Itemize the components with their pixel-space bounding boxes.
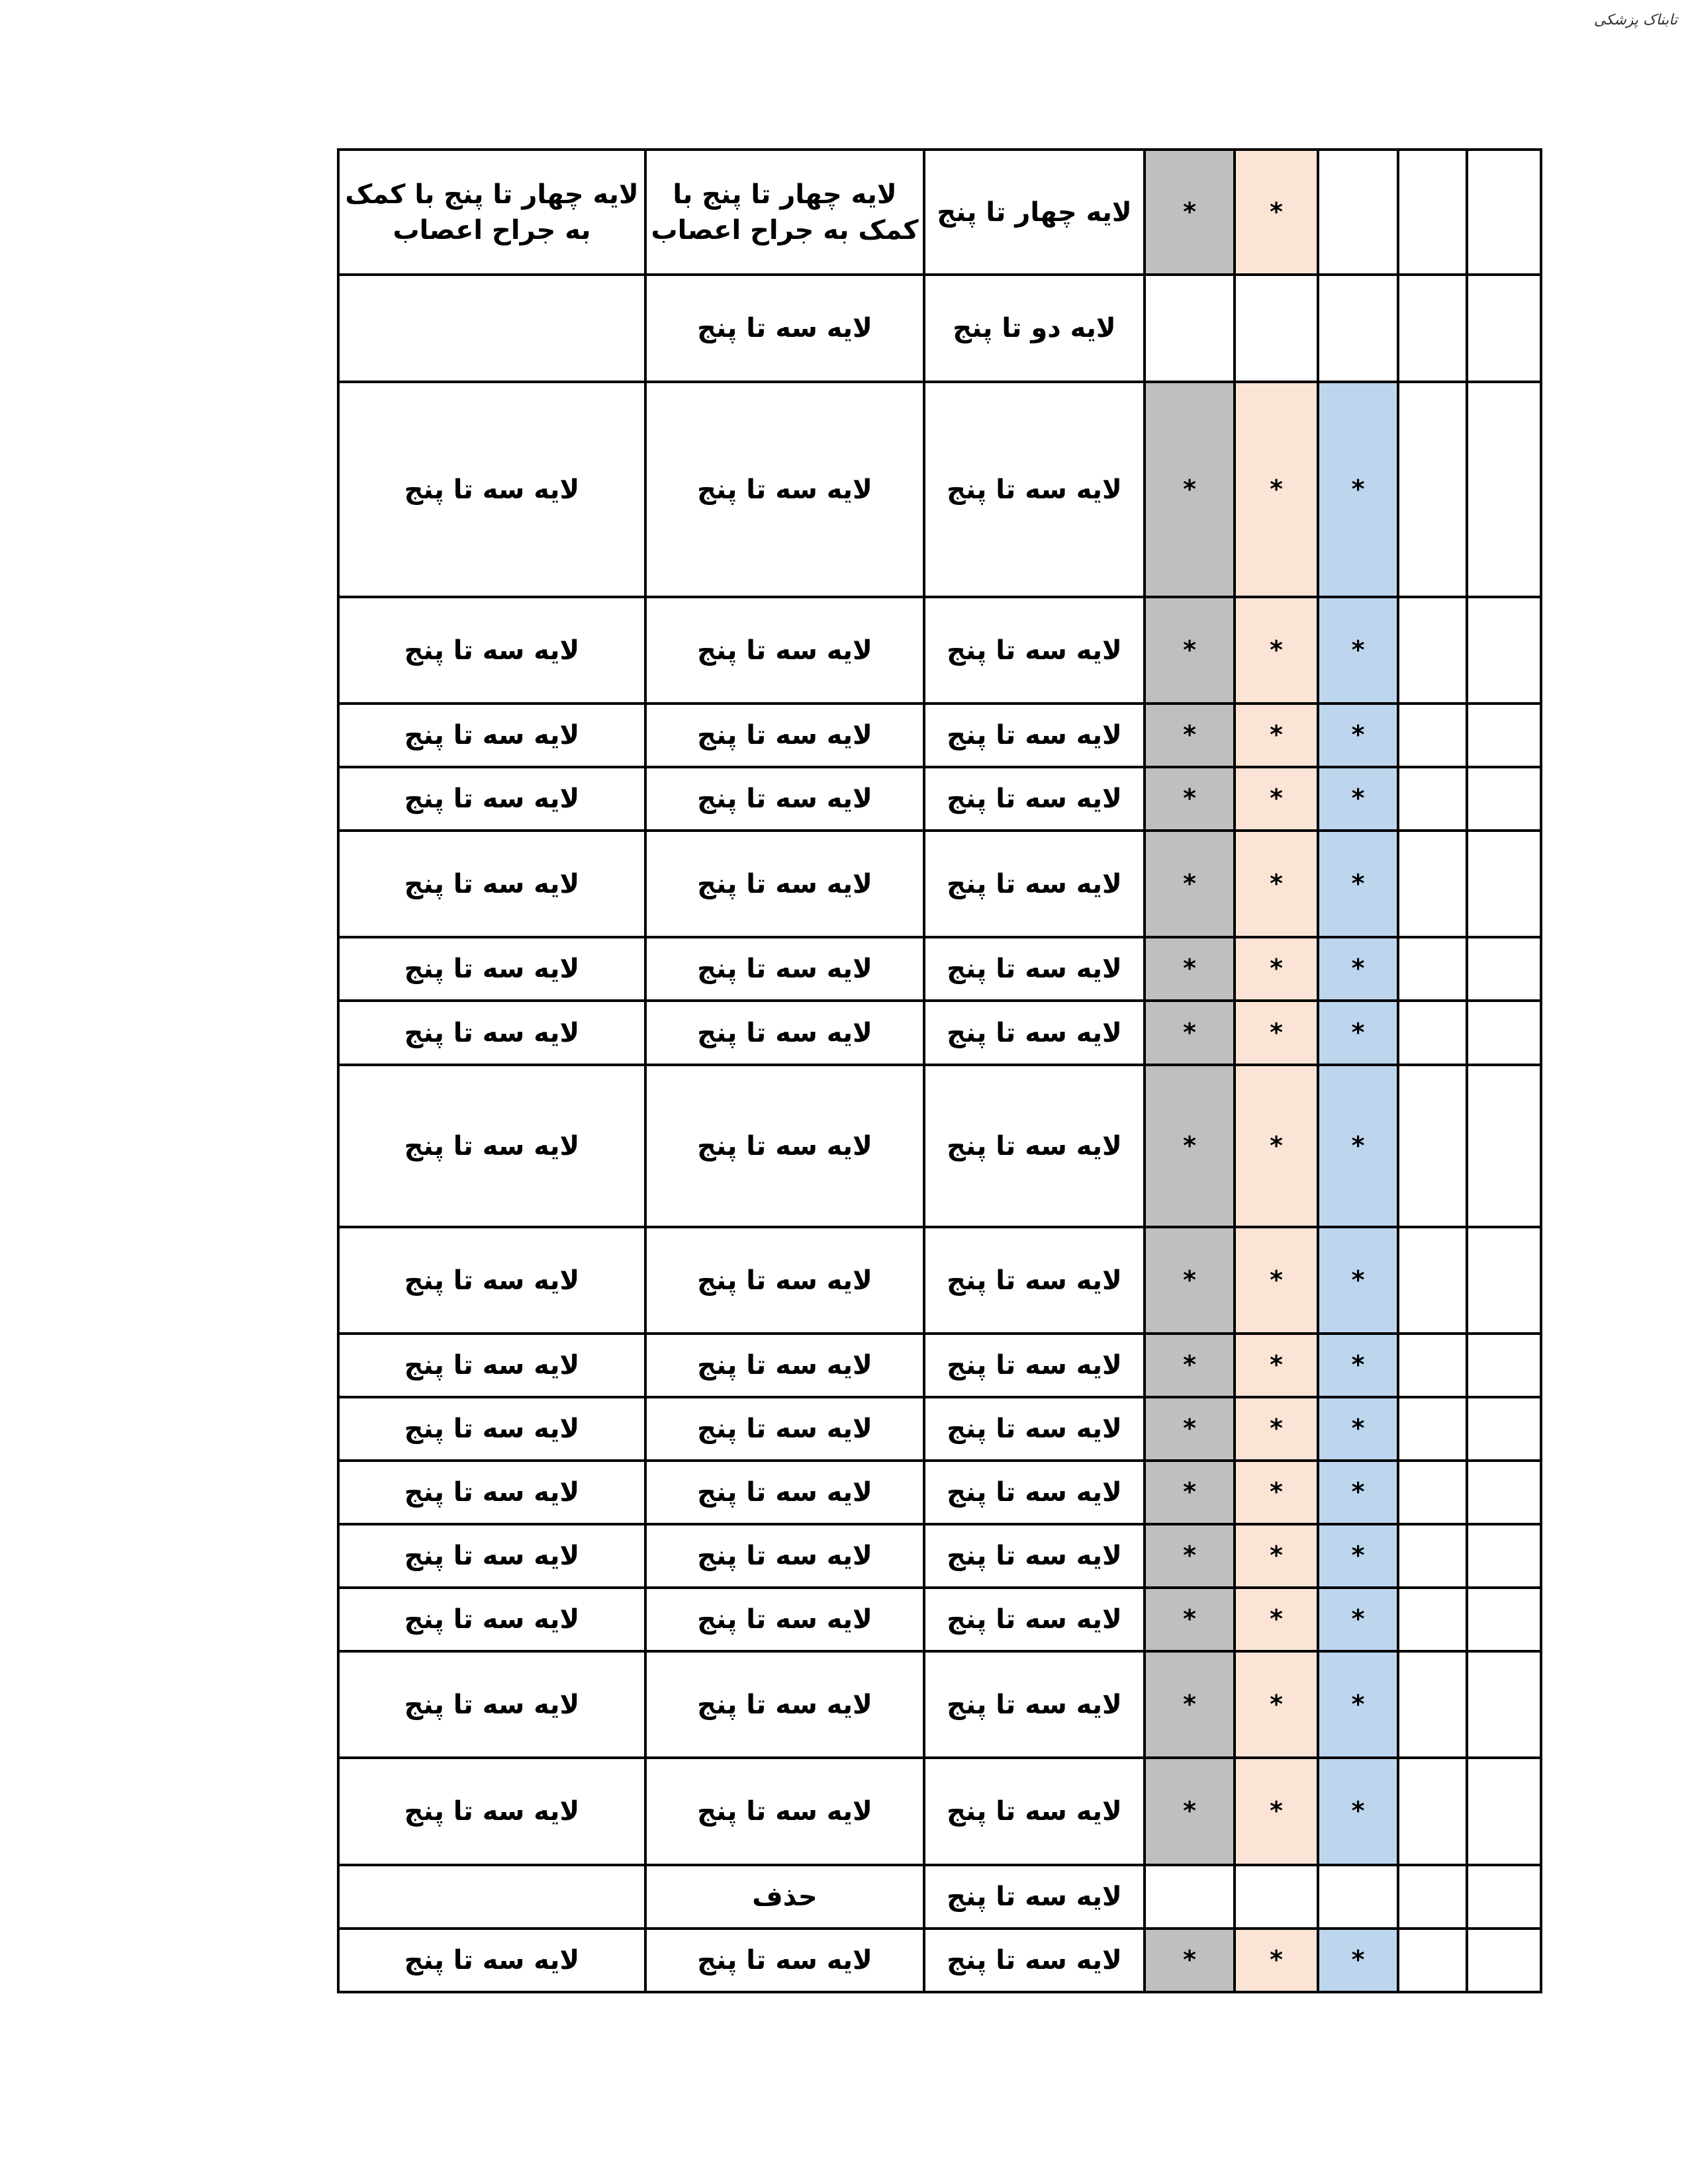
corner-logo: تابناک پزشکی [1593,12,1677,28]
empty-cell [1398,704,1467,767]
empty-cell [1467,704,1541,767]
empty-cell [1467,150,1541,275]
table-row [338,1334,1541,1397]
cell-col3: لایه سه تا پنج [924,937,1145,1001]
table-row [338,1865,1541,1929]
cell-col2: حذف [645,1865,924,1929]
table-row [338,937,1541,1001]
cell-col1: لایه سه تا پنج [338,767,645,831]
star-cell-peach: * [1235,1461,1318,1524]
empty-cell [1467,597,1541,704]
star-cell-blue: * [1318,1065,1398,1227]
star-cell-peach: * [1235,1001,1318,1065]
empty-cell [1467,275,1541,382]
cell-col1: لایه سه تا پنج [338,1588,645,1651]
cell-col2: لایه سه تا پنج [645,597,924,704]
cell-col3: لایه سه تا پنج [924,767,1145,831]
empty-cell [1467,831,1541,937]
empty-cell [1467,767,1541,831]
layer-table [337,148,1542,1993]
cell-col1: لایه سه تا پنج [338,1227,645,1334]
cell-col2: لایه سه تا پنج [645,1461,924,1524]
empty-cell [1467,1227,1541,1334]
empty-cell [1398,1334,1467,1397]
empty-cell [1398,937,1467,1001]
cell-col2: لایه سه تا پنج [645,1334,924,1397]
star-cell-gray: * [1145,1524,1235,1588]
cell-col1: لایه سه تا پنج [338,704,645,767]
cell-col2: لایه سه تا پنج [645,767,924,831]
star-cell-gray: * [1145,150,1235,275]
star-cell-blue: * [1318,1227,1398,1334]
star-cell-blue: * [1318,1651,1398,1758]
cell-col1: لایه سه تا پنج [338,937,645,1001]
star-cell-blue: * [1318,704,1398,767]
cell-col1 [338,1865,645,1929]
empty-cell [1235,275,1318,382]
cell-col3: لایه سه تا پنج [924,1334,1145,1397]
cell-col1: لایه سه تا پنج [338,831,645,937]
star-cell-peach: * [1235,1758,1318,1865]
star-cell-gray: * [1145,597,1235,704]
cell-col1: لایه سه تا پنج [338,1929,645,1992]
cell-col1: لایه سه تا پنج [338,1065,645,1227]
star-cell-gray: * [1145,1227,1235,1334]
empty-cell [1318,275,1398,382]
table-row [338,1651,1541,1758]
star-cell-peach: * [1235,1651,1318,1758]
empty-cell [1235,1865,1318,1929]
star-cell-blue: * [1318,597,1398,704]
empty-cell [1398,1524,1467,1588]
star-cell-blue: * [1318,1929,1398,1992]
star-cell-gray: * [1145,1065,1235,1227]
empty-cell [1145,1865,1235,1929]
table-row [338,704,1541,767]
star-cell-peach: * [1235,150,1318,275]
empty-cell [1467,1461,1541,1524]
star-cell-peach: * [1235,1065,1318,1227]
empty-cell [1398,1865,1467,1929]
table-row [338,831,1541,937]
cell-col3: لایه سه تا پنج [924,1524,1145,1588]
star-cell-blue: * [1318,1001,1398,1065]
cell-col3: لایه سه تا پنج [924,1227,1145,1334]
empty-cell [1467,1001,1541,1065]
empty-cell [1398,1461,1467,1524]
cell-col3: لایه سه تا پنج [924,1397,1145,1461]
empty-cell [1467,937,1541,1001]
star-cell-gray: * [1145,1588,1235,1651]
star-cell-peach: * [1235,382,1318,597]
cell-col3: لایه سه تا پنج [924,1065,1145,1227]
empty-cell [1398,597,1467,704]
cell-col3: لایه سه تا پنج [924,1001,1145,1065]
star-cell-blue: * [1318,382,1398,597]
cell-col3: لایه سه تا پنج [924,704,1145,767]
cell-col2: لایه سه تا پنج [645,1001,924,1065]
empty-cell [1398,150,1467,275]
table-row [338,150,1541,275]
cell-col3: لایه چهار تا پنج [924,150,1145,275]
cell-col2: لایه سه تا پنج [645,1651,924,1758]
star-cell-peach: * [1235,1524,1318,1588]
star-cell-peach: * [1235,1397,1318,1461]
cell-col3: لایه سه تا پنج [924,1651,1145,1758]
star-cell-gray: * [1145,704,1235,767]
cell-col1: لایه سه تا پنج [338,1651,645,1758]
star-cell-blue: * [1318,1461,1398,1524]
empty-cell [1145,275,1235,382]
cell-col3: لایه سه تا پنج [924,382,1145,597]
cell-col3: لایه سه تا پنج [924,1758,1145,1865]
table-row [338,1588,1541,1651]
star-cell-gray: * [1145,1461,1235,1524]
empty-cell [1467,1334,1541,1397]
cell-col2: لایه سه تا پنج [645,275,924,382]
empty-cell [1398,1227,1467,1334]
star-cell-peach: * [1235,937,1318,1001]
cell-col2: لایه سه تا پنج [645,1397,924,1461]
cell-col2: لایه سه تا پنج [645,382,924,597]
star-cell-gray: * [1145,382,1235,597]
table-row [338,1758,1541,1865]
cell-col1: لایه سه تا پنج [338,1758,645,1865]
cell-col1: لایه سه تا پنج [338,1524,645,1588]
empty-cell [1467,382,1541,597]
cell-col2: لایه سه تا پنج [645,1758,924,1865]
star-cell-gray: * [1145,1334,1235,1397]
empty-cell [1398,275,1467,382]
cell-col3: لایه سه تا پنج [924,1865,1145,1929]
empty-cell [1398,767,1467,831]
cell-col1: لایه سه تا پنج [338,1334,645,1397]
empty-cell [1467,1651,1541,1758]
empty-cell [1398,382,1467,597]
empty-cell [1467,1524,1541,1588]
star-cell-blue: * [1318,767,1398,831]
cell-col2: لایه سه تا پنج [645,937,924,1001]
star-cell-blue: * [1318,1397,1398,1461]
table-row [338,1524,1541,1588]
table-row [338,1227,1541,1334]
star-cell-gray: * [1145,767,1235,831]
star-cell-peach: * [1235,767,1318,831]
cell-col2: لایه سه تا پنج [645,1227,924,1334]
table-row [338,767,1541,831]
star-cell-blue: * [1318,937,1398,1001]
cell-col3: لایه سه تا پنج [924,1461,1145,1524]
empty-cell [1398,1929,1467,1992]
cell-col2: لایه سه تا پنج [645,831,924,937]
empty-cell [1318,1865,1398,1929]
cell-col3: لایه سه تا پنج [924,597,1145,704]
table-row [338,382,1541,597]
star-cell-gray: * [1145,1001,1235,1065]
star-cell-gray: * [1145,1651,1235,1758]
table-row [338,1397,1541,1461]
star-cell-gray: * [1145,937,1235,1001]
star-cell-blue: * [1318,1588,1398,1651]
empty-cell [1398,1758,1467,1865]
table-row [338,1001,1541,1065]
empty-cell [1398,831,1467,937]
star-cell-peach: * [1235,831,1318,937]
cell-col1: لایه سه تا پنج [338,597,645,704]
cell-col1: لایه سه تا پنج [338,1397,645,1461]
cell-col2: لایه سه تا پنج [645,1524,924,1588]
cell-col3: لایه دو تا پنج [924,275,1145,382]
cell-col3: لایه سه تا پنج [924,831,1145,937]
empty-cell [1467,1929,1541,1992]
star-cell-peach: * [1235,597,1318,704]
cell-col2: لایه سه تا پنج [645,1065,924,1227]
cell-col3: لایه سه تا پنج [924,1588,1145,1651]
empty-cell [1467,1588,1541,1651]
cell-col2: لایه چهار تا پنج با کمک به جراح اعصاب [645,150,924,275]
star-cell-blue: * [1318,1524,1398,1588]
star-cell-blue: * [1318,1758,1398,1865]
star-cell-peach: * [1235,1334,1318,1397]
cell-col1 [338,275,645,382]
cell-col2: لایه سه تا پنج [645,1929,924,1992]
empty-cell [1467,1758,1541,1865]
star-cell-gray: * [1145,1397,1235,1461]
cell-col2: لایه سه تا پنج [645,704,924,767]
star-cell-peach: * [1235,704,1318,767]
empty-cell [1318,150,1398,275]
star-cell-peach: * [1235,1588,1318,1651]
cell-col1: لایه سه تا پنج [338,1461,645,1524]
star-cell-peach: * [1235,1929,1318,1992]
star-cell-gray: * [1145,1758,1235,1865]
cell-col1: لایه سه تا پنج [338,1001,645,1065]
table-row [338,1065,1541,1227]
empty-cell [1467,1065,1541,1227]
empty-cell [1398,1651,1467,1758]
table-row [338,275,1541,382]
star-cell-gray: * [1145,1929,1235,1992]
empty-cell [1398,1065,1467,1227]
star-cell-blue: * [1318,831,1398,937]
empty-cell [1398,1001,1467,1065]
cell-col2: لایه سه تا پنج [645,1588,924,1651]
star-cell-peach: * [1235,1227,1318,1334]
empty-cell [1467,1397,1541,1461]
table-row [338,1461,1541,1524]
cell-col1: لایه سه تا پنج [338,382,645,597]
table-row [338,597,1541,704]
empty-cell [1398,1588,1467,1651]
empty-cell [1398,1397,1467,1461]
star-cell-blue: * [1318,1334,1398,1397]
cell-col1: لایه چهار تا پنج با کمک به جراح اعصاب [338,150,645,275]
star-cell-gray: * [1145,831,1235,937]
table-row [338,1929,1541,1992]
empty-cell [1467,1865,1541,1929]
cell-col3: لایه سه تا پنج [924,1929,1145,1992]
